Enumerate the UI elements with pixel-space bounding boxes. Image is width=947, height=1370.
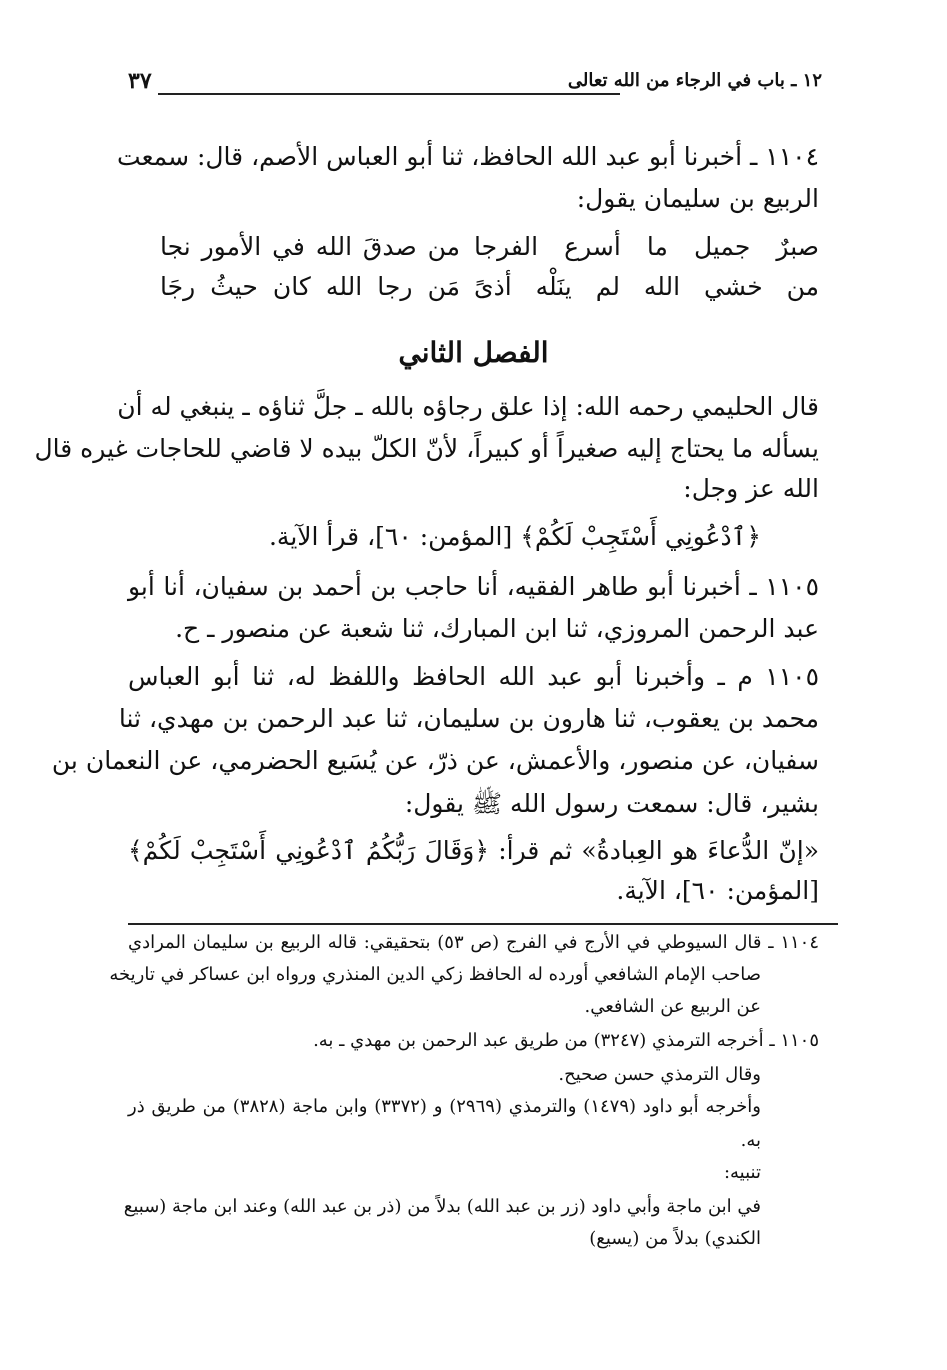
quran-verse-text: ٱدْعُونِي أَسْتَجِبْ لَكُمْ — [534, 522, 747, 551]
header-rule — [158, 93, 620, 95]
footnote-rule — [128, 923, 838, 925]
quran-bracket-close: ﴾ — [520, 522, 535, 551]
footnote-line: وأخرجه أبو داود (١٤٧٩) والترمذي (٢٩٦٩) و (٣٣٧٢) وابن ماجة (٣٨٢٨) من طريق ذر — [128, 1096, 761, 1117]
paragraph-line: عبد الرحمن المروزي، ثنا ابن المبارك، ثنا شعبة عن منصور ـ ح. — [175, 614, 819, 643]
quran-verse-line — [269, 522, 761, 551]
paragraph-line: ١١٠٥ ـ أخبرنا أبو طاهر الفقيه، أنا حاجب بن أحمد بن سفيان، أنا أبو — [128, 572, 819, 601]
footnote-line: ١١٠٥ ـ أخرجه الترمذي (٣٢٤٧) من طريق عبد الرحمن بن مهدي ـ به. — [313, 1030, 819, 1051]
paragraph-line: قال الحليمي رحمه الله: إذا علق رجاؤه بالله ـ جلَّ ثناؤه ـ ينبغي له أن — [117, 392, 819, 421]
section-heading: الفصل الثاني — [398, 336, 549, 369]
paragraph-line: سفيان، عن منصور، والأعمش، عن ذرّ، عن يُسَيع الحضرمي، عن النعمان بن — [51, 746, 819, 775]
paragraph-line: ١١٠٤ ـ أخبرنا أبو عبد الله الحافظ، ثنا أبو العباس الأصم، قال: سمعت — [117, 142, 819, 171]
footnote-line: صاحب الإمام الشافعي أورده له الحافظ زكي الدين المنذري ورواه ابن عساكر في تاريخه — [109, 964, 761, 985]
paragraph-line: الله عز وجل: — [683, 474, 819, 503]
footnote-line: في ابن ماجة وأبي داود (زر بن عبد الله) بدلاً من (ذر بن عبد الله) وعند ابن ماجة (سبيع — [123, 1196, 761, 1217]
paragraph-line: محمد بن يعقوب، ثنا هارون بن سليمان، ثنا عبد الرحمن بن مهدي، ثنا — [118, 704, 819, 733]
page-number: ٣٧ — [128, 68, 152, 94]
footnote-line: تنبيه: — [723, 1162, 761, 1183]
quran-bracket-open: ﴿ — [746, 522, 761, 551]
paragraph-line: الربيع بن سليمان يقول: — [576, 184, 819, 213]
footnote-line: عن الربيع عن الشافعي. — [584, 996, 761, 1017]
running-header-title: ١٢ ـ باب في الرجاء من الله تعالى — [567, 70, 822, 91]
footnote-line: وقال الترمذي حسن صحيح. — [558, 1064, 761, 1085]
poem-hemistich-second: مَن رجا الله كان حيثُ رجَا — [160, 272, 460, 301]
paragraph-line: ١١٠٥ م ـ وأخبرنا أبو عبد الله الحافظ واللفظ له، ثنا أبو العباس — [128, 662, 819, 691]
hadith-line: [المؤمن: ٦٠]، الآية. — [616, 876, 819, 905]
poem-hemistich-first: من خشي الله لم ينَلْه أذىً — [474, 272, 819, 301]
paragraph-line: يسأله ما يحتاج إليه صغيراً أو كبيراً، لأنّ الكلّ بيده لا قاضي للحاجات غيره قال — [34, 434, 819, 463]
footnote-line: الكندي) بدلاً من (يسيع) — [589, 1228, 761, 1249]
footnote-line: ١١٠٤ ـ قال السيوطي في الأرج في الفرج (ص ٥٣) بتحقيقي: قاله الربيع بن سليمان المرادي — [128, 932, 819, 953]
verse-reference: [المؤمن: ٦٠]، قرأ الآية. — [268, 522, 521, 551]
paragraph-line: بشير، قال: سمعت رسول الله ﷺ يقول: — [404, 789, 819, 818]
poem-hemistich-first: صبرٌ جميل ما أسرع الفرجا — [474, 232, 819, 261]
poem-hemistich-second: من صدقَ الله في الأمور نجا — [160, 232, 460, 261]
hadith-line: «إنّ الدُّعاءَ هو العِبادةُ» ثم قرأ: ﴿وَقَالَ رَبُّكُمُ ٱدْعُونِي أَسْتَجِبْ لَكُمْ﴾ — [128, 836, 819, 865]
footnote-line: به. — [740, 1130, 761, 1151]
